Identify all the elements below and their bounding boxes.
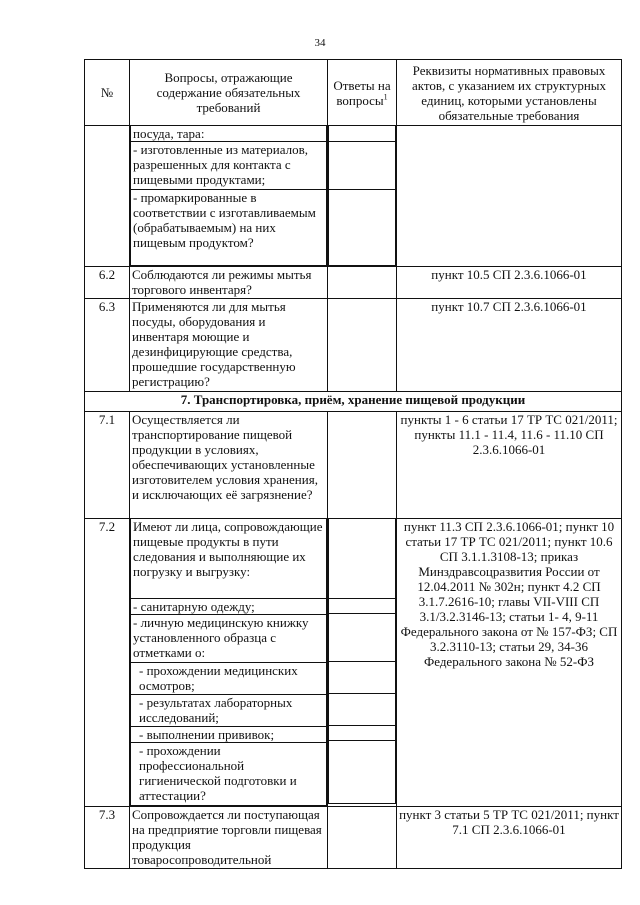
row-num: 7.3 <box>85 806 130 868</box>
question-text: - изготовленные из материалов, разрешенных для контакта с пищевыми продуктами; <box>131 142 327 190</box>
answer-cell[interactable] <box>328 299 397 392</box>
section-row <box>85 392 622 412</box>
question-text: Соблюдаются ли режимы мытья торгового инвентаря? <box>130 267 328 299</box>
row-num <box>85 126 130 267</box>
row-num: 7.1 <box>85 412 130 519</box>
question-text: Осуществляется ли транспортирование пищевой продукции в условиях, обеспечивающих установленные изготовителем условия хранения, и исключающих её загрязнение? <box>130 412 328 519</box>
answer-cell[interactable] <box>328 806 397 868</box>
table-row <box>85 126 622 267</box>
requirements-table <box>84 59 622 869</box>
requisites-text: пункт 10.7 СП 2.3.6.1066-01 <box>397 299 622 392</box>
requisites-text: пункт 3 статьи 5 ТР ТС 021/2011; пункт 7.1 СП 2.3.6.1066-01 <box>397 806 622 868</box>
table-row <box>85 267 622 299</box>
table-row <box>85 519 622 807</box>
question-text: Сопровождается ли поступающая на предприятие торговли пищевая продукция товаросопроводительной <box>130 806 328 868</box>
requisites-cell <box>397 126 622 267</box>
answer-cell[interactable] <box>328 519 397 807</box>
question-text: - результатах лабораторных исследований; <box>131 694 327 726</box>
header-questions: Вопросы, отражающие содержание обязательных требований <box>130 60 328 126</box>
answer-cell[interactable] <box>328 126 397 267</box>
section-title: 7. Транспортировка, приём, хранение пищевой продукции <box>85 392 622 412</box>
header-requisites: Реквизиты нормативных правовых актов, с указанием их структурных единиц, которыми установлены обязательные требования <box>397 60 622 126</box>
question-text: - личную медицинскую книжку установленного образца с отметками о: <box>131 614 327 662</box>
question-text: Имеют ли лица, сопровождающие пищевые продукты в пути следования и выполняющие их погрузку и выгрузку: <box>131 519 327 598</box>
requisites-text: пункты 1 - 6 статьи 17 ТР ТС 021/2011; пункты 11.1 - 11.4, 11.6 - 11.10 СП 2.3.6.1066-01 <box>397 412 622 519</box>
requisites-text: пункт 11.3 СП 2.3.6.1066-01; пункт 10 статьи 17 ТР ТС 021/2011; пункт 10.6 СП 3.1.1.3108-13; приказ Минздравсоцразвития России от 12.04.2011 № 302н; пункт 4.2 СП 3.1.7.2616-10; главы VII-VIII СП 3.1/3.2.3146-13; статьи 1- 4, 9-11 Федерального закона от № 157-ФЗ; СП 3.2.3110-13; статьи 29, 34-36 Федерального закона № 52-ФЗ <box>397 519 622 807</box>
header-num: № <box>85 60 130 126</box>
question-text: - промаркированные в соответствии с изготавливаемым (обрабатываемым) на них пищевым продуктом? <box>131 190 327 266</box>
question-text: - санитарную одежду; <box>131 598 327 614</box>
requisites-text: пункт 10.5 СП 2.3.6.1066-01 <box>397 267 622 299</box>
page-number: 34 <box>314 37 326 49</box>
table-header-row <box>85 60 622 126</box>
question-text: - выполнении прививок; <box>131 726 327 742</box>
header-answers <box>328 60 397 126</box>
question-text: посуда, тара: <box>131 126 327 142</box>
question-text: Применяются ли для мытья посуды, оборудования и инвентаря моющие и дезинфицирующие средства, прошедшие государственную регистрацию? <box>130 299 328 392</box>
table-row <box>85 299 622 392</box>
question-text: - прохождении профессиональной гигиенической подготовки и аттестации? <box>131 742 327 805</box>
table-row <box>85 806 622 868</box>
question-cell <box>130 126 328 267</box>
answer-cell[interactable] <box>328 412 397 519</box>
answer-cell[interactable] <box>328 267 397 299</box>
footnote-mark: 1 <box>383 92 388 102</box>
question-text: - прохождении медицинских осмотров; <box>131 662 327 694</box>
header-answers-text: Ответы на вопросы <box>333 77 391 108</box>
row-num: 6.3 <box>85 299 130 392</box>
row-num: 7.2 <box>85 519 130 807</box>
row-num: 6.2 <box>85 267 130 299</box>
question-cell <box>130 519 328 807</box>
table-row <box>85 412 622 519</box>
